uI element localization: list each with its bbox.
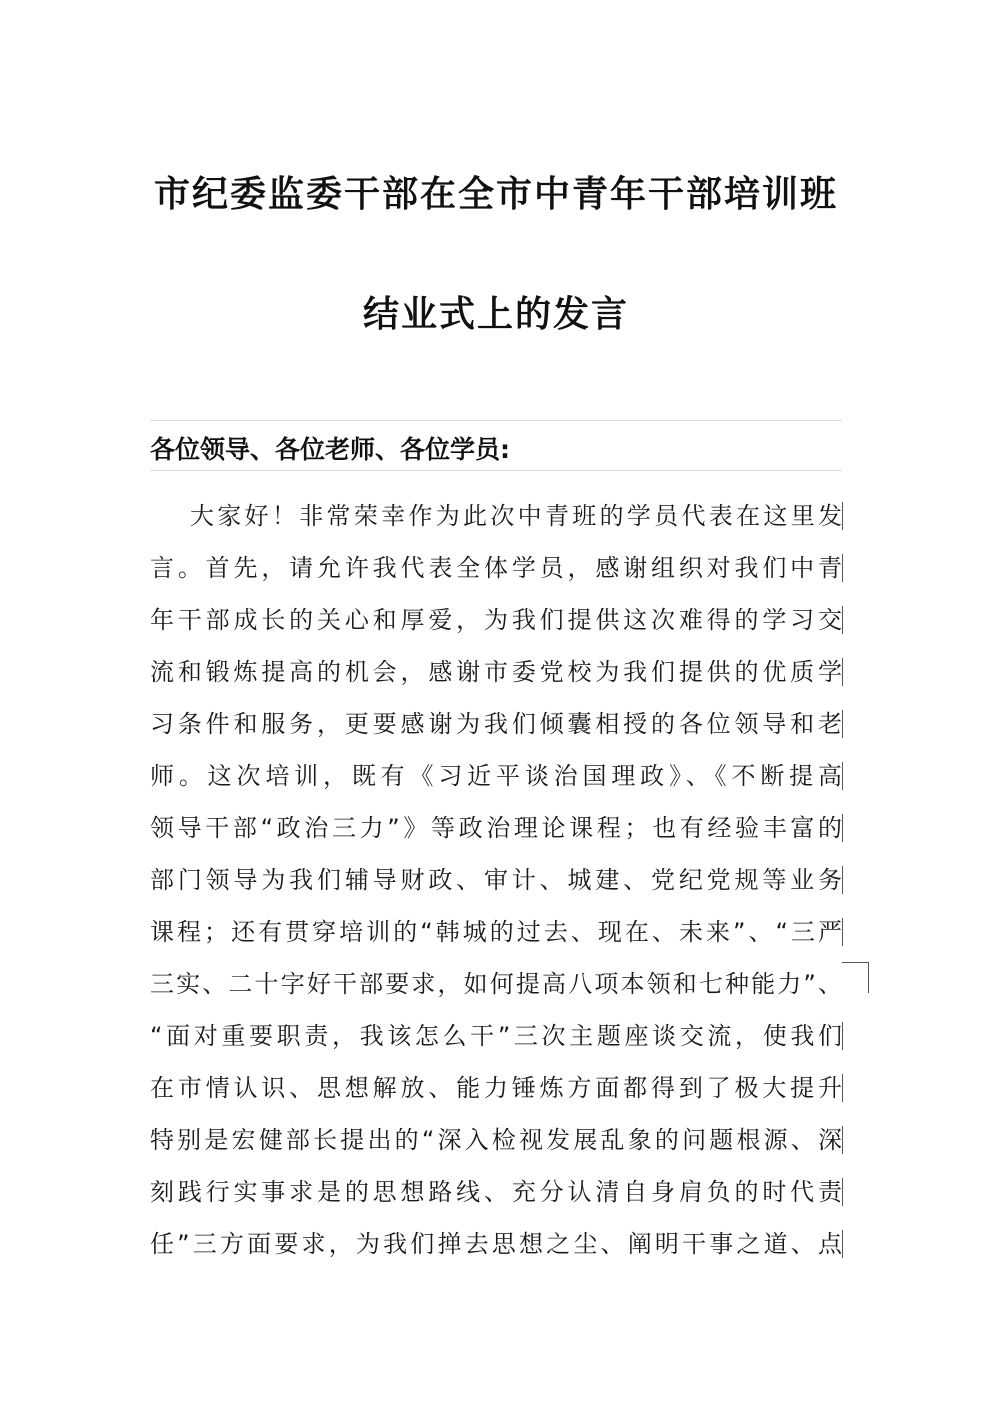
margin-line-marker: [842, 918, 843, 946]
body-line: 大家好！非常荣幸作为此次中青班的学员代表在这里发: [190, 502, 842, 530]
header-divider-bottom: [150, 470, 842, 471]
margin-line-marker: [842, 658, 843, 686]
body-line: “面对重要职责，我该怎么干”三次主题座谈交流，使我们: [150, 1022, 842, 1050]
body-paragraph: [150, 490, 842, 1270]
body-line: 部门领导为我们辅导财政、审计、城建、党纪党规等业务: [150, 866, 842, 894]
margin-line-marker: [842, 866, 843, 894]
margin-line-marker: [842, 762, 843, 790]
header-divider-top: [150, 420, 842, 421]
body-line: 年干部成长的关心和厚爱，为我们提供这次难得的学习交: [150, 606, 842, 634]
margin-line-marker: [842, 814, 843, 842]
body-line: 刻践行实事求是的思想路线、充分认清自身肩负的时代责: [150, 1178, 842, 1206]
margin-line-marker: [842, 554, 843, 582]
body-line: 领导干部“政治三力”》等政治理论课程；也有经验丰富的: [150, 814, 842, 842]
body-line: 任”三方面要求，为我们掸去思想之尘、阐明干事之道、点: [150, 1230, 842, 1258]
margin-line-marker: [842, 710, 843, 738]
body-line: 言。首先，请允许我代表全体学员，感谢组织对我们中青: [150, 554, 842, 582]
document-title-line-1: 市纪委监委干部在全市中青年干部培训班: [153, 173, 838, 215]
body-line: 特别是宏健部长提出的“深入检视发展乱象的问题根源、深: [150, 1126, 842, 1154]
margin-overflow-marker: [842, 962, 869, 993]
margin-line-marker: [842, 502, 843, 530]
body-line: 习条件和服务，更要感谢为我们倾囊相授的各位领导和老: [150, 710, 842, 738]
body-line: 师。这次培训，既有《习近平谈治国理政》、《不断提高: [150, 762, 842, 790]
margin-line-marker: [842, 1074, 843, 1102]
body-line: 课程；还有贯穿培训的“韩城的过去、现在、未来”、“三严: [150, 918, 842, 946]
margin-line-marker: [842, 1126, 843, 1154]
salutation: 各位领导、各位老师、各位学员:: [150, 435, 510, 464]
document-title-line-2: 结业式上的发言: [362, 293, 629, 335]
body-line: 流和锻炼提高的机会，感谢市委党校为我们提供的优质学: [150, 658, 842, 686]
body-line: 在市情认识、思想解放、能力锤炼方面都得到了极大提升: [150, 1074, 842, 1102]
body-line: 三实、二十字好干部要求，如何提高八项本领和七种能力”、: [150, 970, 842, 998]
margin-line-marker: [842, 1178, 843, 1206]
margin-line-marker: [842, 1230, 843, 1258]
margin-line-marker: [842, 1022, 843, 1050]
margin-line-marker: [842, 606, 843, 634]
